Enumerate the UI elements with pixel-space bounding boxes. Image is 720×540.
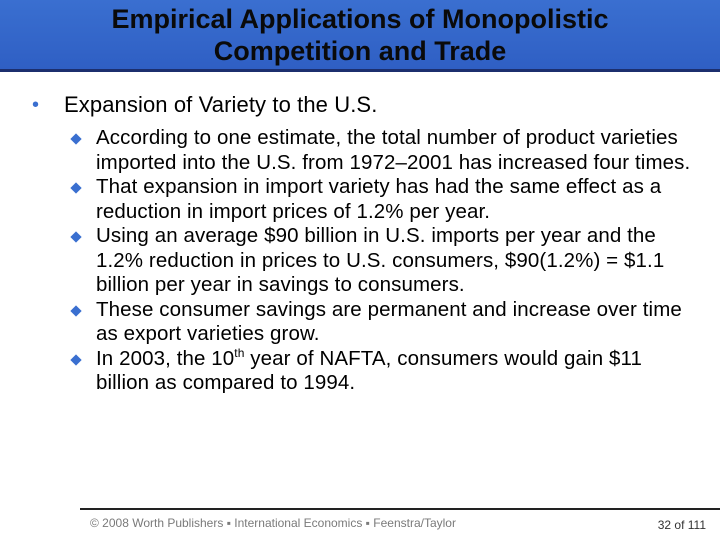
sub-bullet-item [96, 224, 700, 298]
sub-bullet-list [30, 126, 700, 396]
main-bullet [30, 90, 700, 120]
slide-title [111, 3, 608, 67]
main-bullet-text: Expansion of Variety to the U.S. [64, 92, 378, 117]
footer-divider [80, 508, 720, 510]
diamond-bullet-icon [70, 305, 81, 316]
round-bullet-icon: • [32, 94, 40, 116]
sub-bullet-text: That expansion in import variety has had the same effect as a reduction in import prices of 1.2% per year. [96, 175, 662, 223]
footer-copyright: © 2008 Worth Publishers ▪ International Economics ▪ Feenstra/Taylor [90, 516, 456, 530]
sub-bullet-item [96, 126, 700, 175]
sub-bullet-item [96, 175, 700, 224]
sub-bullet-text-end: year of NAFTA, consumers would gain $11 billion as compared to 1994. [96, 346, 642, 394]
sub-bullet-text: According to one estimate, the total number of product varieties imported into the U.S. from 1972–2001 has increased four times. [96, 126, 691, 174]
diamond-bullet-icon [70, 231, 81, 242]
diamond-bullet-icon [70, 182, 81, 193]
sub-bullet-text: These consumer savings are permanent and increase over time as export varieties grow. [96, 297, 682, 345]
diamond-bullet-icon [70, 354, 81, 365]
ordinal-suffix: th [234, 345, 245, 360]
title-line-2: Competition and Trade [213, 35, 507, 66]
sub-bullet-text: Using an average $90 billion in U.S. imports per year and the 1.2% reduction in prices to U.S. consumers, $90(1.2%) = $1.1 billion per year in savings to consumers. [96, 224, 665, 296]
sub-bullet-text-start: In 2003, the 10 [96, 346, 235, 370]
sub-bullet-item [96, 298, 700, 347]
slide-content [30, 90, 700, 396]
page-number: 32 of 111 [657, 518, 706, 532]
title-bar [0, 0, 720, 72]
diamond-bullet-icon [70, 133, 81, 144]
title-line-1: Empirical Applications of Monopolistic [111, 3, 609, 34]
sub-bullet-item [96, 347, 700, 396]
